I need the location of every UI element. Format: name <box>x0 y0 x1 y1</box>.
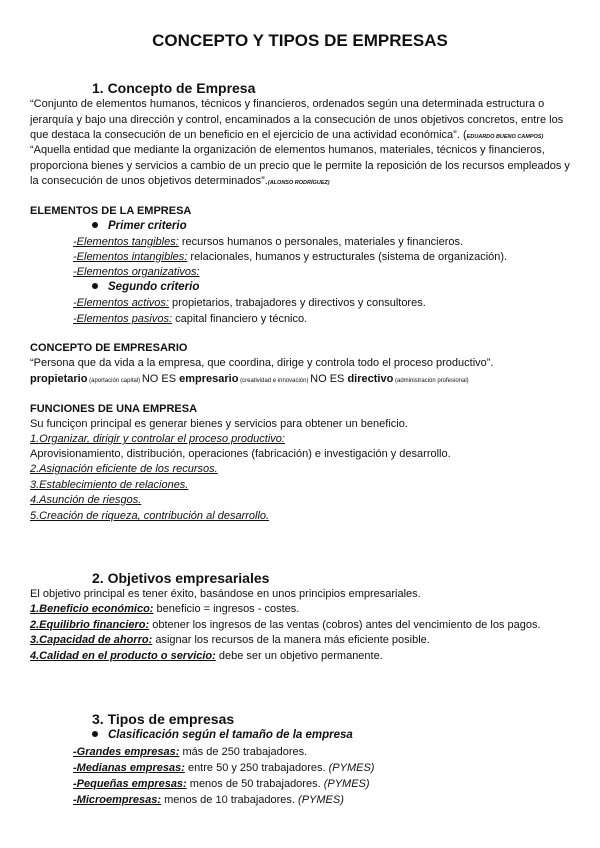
no-es-1: NO ES <box>141 373 180 385</box>
funcion-4: 4.Asunción de riesgos. <box>30 494 142 506</box>
quote-2-text: “Aquella entidad que mediante la organización de elementos humanos, materiales, técnicos y financieros, proporciona bienes y servicios a cambio de un precio que le permite la reposición de los recursos empleados y la consecución de unos objetivos determinados”. <box>30 144 570 187</box>
tipo-micro <box>73 793 344 808</box>
pequenas-tag: (PYMES) <box>323 778 370 790</box>
objetivo-1-label: 1.Beneficio económico: <box>30 603 154 615</box>
criterion-1 <box>92 219 187 234</box>
element-tangibles <box>73 235 463 250</box>
bullet-icon <box>92 283 98 289</box>
criterion-2 <box>92 280 199 295</box>
activos-label: -Elementos activos: <box>73 297 169 309</box>
objetivo-1-text: beneficio = ingresos - costes. <box>153 603 300 615</box>
objetivo-3 <box>30 633 430 648</box>
element-organizativos <box>73 265 200 280</box>
tipo-grandes <box>73 745 307 760</box>
objetivo-1 <box>30 602 299 617</box>
classification-criterion <box>92 728 353 743</box>
grandes-text: más de 250 trabajadores. <box>179 746 308 758</box>
word-directivo: directivo <box>347 373 394 385</box>
bullet-icon <box>92 222 98 228</box>
note-propietario: (aportación capital) <box>87 378 142 384</box>
elements-heading: ELEMENTOS DE LA EMPRESA <box>30 205 192 217</box>
funcion-1-text: Aprovisionamiento, distribución, operaciones (fabricación) e investigación y desarrollo. <box>30 448 451 460</box>
section-2-heading: 2. Objetivos empresariales <box>92 570 270 586</box>
funcion-5: 5.Creación de riqueza, contribución al desarrollo. <box>30 510 270 522</box>
pequenas-label: -Pequeñas empresas: <box>73 778 187 790</box>
objetivo-2-label: 2.Equilibrio financiero: <box>30 619 150 631</box>
classification-label: Clasificación según el tamaño de la empresa <box>108 729 353 741</box>
funcion-3: 3.Establecimiento de relaciones. <box>30 479 189 491</box>
medianas-tag: (PYMES) <box>328 762 375 774</box>
definition-quote-2 <box>30 143 575 192</box>
objetivo-2-text: obtener los ingresos de las ventas (cobros) antes del vencimiento de los pagos. <box>149 619 541 631</box>
pasivos-text: capital financiero y técnico. <box>172 313 308 325</box>
note-directivo: (administración profesional) <box>393 378 469 384</box>
element-intangibles <box>73 250 507 265</box>
pequenas-text: menos de 50 trabajadores. <box>186 778 324 790</box>
funciones-intro: Su funciçon principal es generar bienes y servicios para obtener un beneficio. <box>30 418 408 430</box>
empresario-heading: CONCEPTO DE EMPRESARIO <box>30 342 188 354</box>
quote-1-text: “Conjunto de elementos humanos, técnicos y financieros, ordenados según una determinada estructura o jerarquía y bajo una dirección y control, encaminados a la consecución de unos objetivos concretos, entre los que destaca la consecución de un beneficio en el ejercicio de una actividad económica”. ( <box>30 98 564 141</box>
grandes-label: -Grandes empresas: <box>73 746 180 758</box>
micro-text: menos de 10 trabajadores. <box>161 794 299 806</box>
objetivo-4 <box>30 649 383 664</box>
definition-quote-1 <box>30 97 575 146</box>
note-empresario: (creatividad e innovación) <box>238 378 311 384</box>
medianas-text: entre 50 y 250 trabajadores. <box>184 762 329 774</box>
word-empresario: empresario <box>179 373 239 385</box>
word-propietario: propietario <box>30 373 88 385</box>
objetivo-3-label: 3.Capacidad de ahorro: <box>30 634 153 646</box>
objetivo-4-label: 4.Calidad en el producto o servicio: <box>30 650 216 662</box>
objetivo-2 <box>30 618 541 633</box>
page-title: CONCEPTO Y TIPOS DE EMPRESAS <box>152 31 448 50</box>
empresario-definition: “Persona que da vida a la empresa, que coordina, dirige y controla todo el proceso productivo”. <box>30 357 494 369</box>
objetivo-3-text: asignar los recursos de la manera más eficiente posible. <box>152 634 430 646</box>
funcion-1: 1.Organizar, dirigir y controlar el proceso productivo: <box>30 433 285 445</box>
element-pasivos <box>73 312 307 327</box>
quote-2-author: (ALONSO RODRÍGUEZ) <box>267 180 330 186</box>
criterion-1-label: Primer criterio <box>108 220 187 232</box>
funciones-heading: FUNCIONES DE UNA EMPRESA <box>30 403 198 415</box>
no-es-2: NO ES <box>310 373 348 385</box>
activos-text: propietarios, trabajadores y directivos y consultores. <box>168 297 426 309</box>
tangibles-text: recursos humanos o personales, materiales y financieros. <box>178 236 464 248</box>
quote-1-author: EDUARDO BUENO CAMPOS) <box>466 134 544 140</box>
tangibles-label: -Elementos tangibles: <box>73 236 179 248</box>
tipo-pequenas <box>73 777 370 792</box>
bullet-icon <box>92 731 98 737</box>
section-1-heading: 1. Concepto de Empresa <box>92 80 256 96</box>
objetivos-intro: El objetivo principal es tener éxito, basándose en unos principios empresariales. <box>30 588 421 600</box>
micro-label: -Microempresas: <box>73 794 162 806</box>
intangibles-text: relacionales, humanos y estructurales (sistema de organización). <box>187 251 508 263</box>
intangibles-label: -Elementos intangibles: <box>73 251 188 263</box>
funcion-2: 2.Asignación eficiente de los recursos. <box>30 463 218 475</box>
pasivos-label: -Elementos pasivos: <box>73 313 173 325</box>
tipo-medianas <box>73 761 374 776</box>
empresario-comparison <box>30 372 469 389</box>
micro-tag: (PYMES) <box>298 794 344 806</box>
criterion-2-label: Segundo criterio <box>108 281 200 293</box>
organizativos-label: -Elementos organizativos: <box>73 266 200 278</box>
section-3-heading: 3. Tipos de empresas <box>92 711 235 727</box>
element-activos <box>73 296 426 311</box>
objetivo-4-text: debe ser un objetivo permanente. <box>215 650 383 662</box>
medianas-label: -Medianas empresas: <box>73 762 185 774</box>
